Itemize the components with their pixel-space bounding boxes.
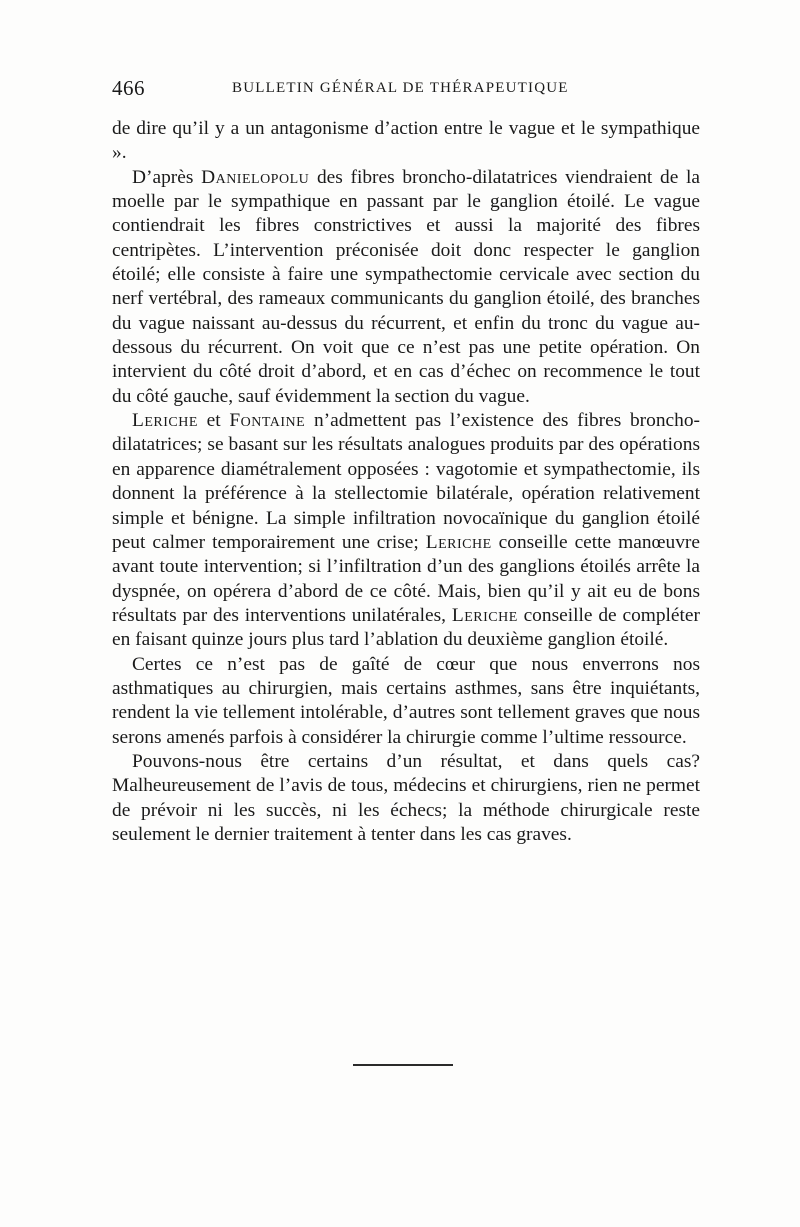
paragraph-2-start: D’après [132,166,202,188]
author-fontaine: Fontaine [229,410,306,432]
paragraph-2 [112,166,700,409]
paragraph-1: de dire qu’il y a un antagonisme d’action entre le vague et le sympathique ». [112,118,700,164]
article-body [112,117,700,847]
author-leriche: Leriche [132,410,198,432]
author-danielopolu: Danielopolu [201,166,310,188]
page-number: 466 [112,76,145,100]
paragraph-3 [112,409,700,652]
running-header [112,76,700,106]
conjunction: et [197,410,230,432]
paragraph-3-text-b: conseille cette manœuvre avant toute intervention; si l’infiltration d’un des ganglions étoilés arrête la dyspnée, on opérera d’abord de ce côté. Mais, bien qu’il y ait eu de bons résultats par des interventions unilatérales, [112,531,700,626]
author-leriche: Leriche [425,531,492,553]
section-end-rule [353,1064,453,1066]
paragraph-3-text-a: n’admettent pas l’existence des fibres broncho-dilatatrices; se basant sur les résultats analogues produits par des opérations en apparence diamétralement opposées : vagotomie et sympathectomie, ils donnent la préférence à la stellectomie bilatérale, opération relativement simple et bénigne. La simple infiltration novocaïnique du ganglion étoilé peut calmer temporairement une crise; [112,410,700,553]
paragraph-3-text-c: conseille de compléter en faisant quinze jours plus tard l’ablation du deuxième ganglion étoilé. [112,604,700,651]
paragraph-2-text: des fibres broncho-dilatatrices viendraient de la moelle par le sympathique en passant par le ganglion étoilé. Le vague contiendrait les fibres constrictives et aussi la majorité des fibres centripètes. L’intervention préconisée doit donc respecter le ganglion étoilé; elle consiste à faire une sympathectomie cervicale avec section du nerf vertébral, des rameaux communicants du ganglion étoilé, des branches du vague naissant au-dessus du récurrent, et enfin du tronc du vague au-dessous du récurrent. On voit que ce n’est pas une petite opération. On intervient du côté droit d’abord, et en cas d’échec on recommence le tout du côté gauche, sauf évidemment la section du vague. [112,166,700,407]
journal-title: BULLETIN GÉNÉRAL DE THÉRAPEUTIQUE [232,80,569,96]
paragraph-4: Certes ce n’est pas de gaîté de cœur que nous enverrons nos asthmatiques au chirurgien, mais certains asthmes, sans être inquiétants, rendent la vie tellement intolérable, d’autres sont tellement graves que nous serons amenés parfois à considérer la chirurgie comme l’ultime ressource. [112,653,700,748]
author-leriche: Leriche [451,604,518,626]
paragraph-5: Pouvons-nous être certains d’un résultat, et dans quels cas? Malheureusement de l’avis de tous, médecins et chirurgiens, rien ne permet de prévoir ni les succès, ni les échecs; la méthode chirurgicale reste seulement le dernier traitement à tenter dans les cas graves. [112,750,700,845]
